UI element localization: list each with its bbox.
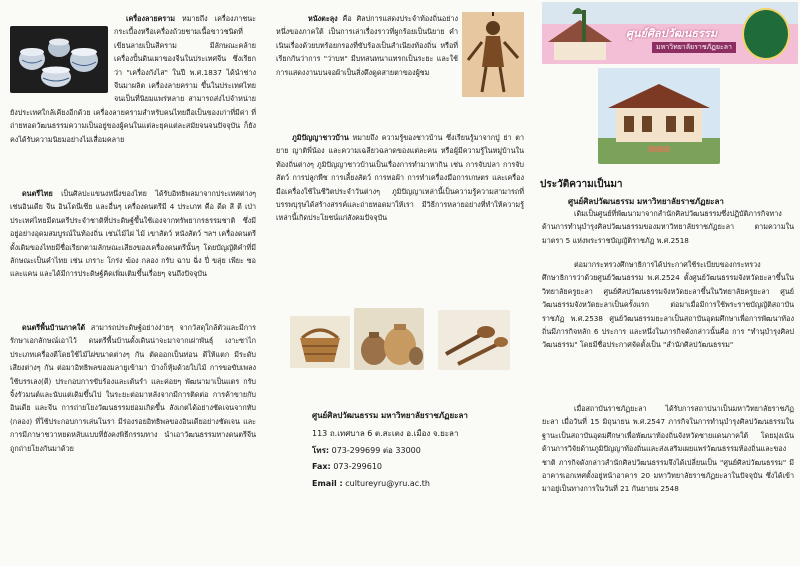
column-middle bbox=[266, 0, 534, 566]
shadow-puppet-text: คือ ศิลปการแสดงประจำท้องถิ่นอย่างหนึ่งของภาคใต้ เป็นการเล่าเรื่องราวที่ผูกร้อยเป็นนิยาย คำเนินเรื่องด้วยบทร้อยกรองที่ขับร้องเป็นสำเนียงท้องถิ่น หรือที่เรียกกันว่าการ "ว่าบท" มีบทสนทนาแทรกเป็นระยะ และใช้การแสดงงานบนจอผ้าเป็นสิ่งดึงดูดสายตาของผู้ชม bbox=[276, 14, 458, 77]
tel-value[interactable]: 073-299699 ต่อ 33000 bbox=[331, 445, 421, 455]
contact-tel-row bbox=[312, 443, 522, 460]
header-banner bbox=[542, 2, 798, 64]
porcelain-heading: เครื่องลายคราม bbox=[126, 14, 176, 23]
history-title: ประวัติความเป็นมา bbox=[540, 179, 623, 190]
history-text-3: เมื่อสถาบันราชภัฏยะลา ได้รับการสถาปนาเป็นมหาวิทยาลัยราชภัฏยะลา เมื่อวันที่ 15 มิถุนายน พ.ศ.2547 ภารกิจในการทำนุบำรุงศิลปวัฒนธรรมในฐานะเป็นสถาบันอุดมศึกษาเพื่อพัฒนาท้องถิ่นจังหวัดชายแดนภาคใต้ โดยมุ่งเน้นด้านการวิจัยด้านภูมิปัญญาท้องถิ่นและส่งเสริมเผยแพร่วัฒนธรรมท้องถิ่นและของชาติ ภารกิจดังกล่าวสำนักศิลปวัฒนธรรมจึงได้เปลี่ยนเป็น "ศูนย์ศิลปวัฒนธรรม" มีอาคารเอกเทศตั้งอยู่หน้าอาคาร 20 มหาวิทยาลัยราชภัฏยะลาในปัจจุบัน ซึ่งได้เข้ามาอยู่เป็นทางการในวันที่ 21 กันยายน 2548 bbox=[542, 404, 794, 494]
shadow-puppet-photo bbox=[462, 12, 524, 97]
photo-spacer bbox=[10, 12, 114, 96]
fax-label: Fax: bbox=[312, 462, 331, 471]
tel-label: โทร: bbox=[312, 445, 330, 455]
porcelain-paragraph bbox=[10, 12, 256, 182]
history-paragraph-2 bbox=[542, 258, 794, 394]
banner-subtitle: มหาวิทยาลัยราชภัฏยะลา bbox=[652, 42, 736, 53]
email-label: Email : bbox=[312, 478, 343, 488]
column-right bbox=[534, 0, 800, 566]
southern-music-heading: ดนตรีพื้นบ้านภาคใต้ bbox=[22, 323, 86, 332]
folk-wisdom-text: หมายถึง ความรู้ของชาวบ้าน ซึ่งเรียนรู้มาจากปู่ ย่า ตา ยาย ญาติพี่น้อง และความเฉลียวฉลาดของแต่ละคน หรือผู้มีความรู้ในหมู่บ้านในท้องถิ่นต่างๆ ภูมิปัญญาชาวบ้านเป็นเรื่องการทำมาหากิน เช่น การจับปลา การจับสัตว์ การปลูกพืช การเลี้ยงสัตว์ การทอผ้า การทำเครื่องมือการเกษตร และเครื่องมือเครื่องใช้ในชีวิตประจำวันต่างๆ ภูมิปัญญาเหล่านี้เป็นความรู้ความสามารถที่บรรพบุรุษได้สร้างสรรค์และถ่ายทอดมาให้เรา มีวิธีการหลายอย่างที่ทำให้ความรู้เหล่านี้เกิดประโยชน์แก่สังคมปัจจุบัน bbox=[276, 133, 524, 223]
contact-block bbox=[312, 426, 522, 492]
history-text-2: ต่อมากระทรวงศึกษาธิการได้ประกาศใช้ระเบียบของกระทรวงศึกษาธิการว่าด้วยศูนย์วัฒนธรรม พ.ศ.2524 ตั้งศูนย์วัฒนธรรมจังหวัดยะลาขึ้นในวิทยาลัยครูยะลา ศูนย์ศิลปวัฒนธรรมจังหวัดยะลาขึ้นในวิทยาลัยครูยะลา ศูนย์วัฒนธรรมจังหวัดยะลาเป็นครั้งแรก ต่อมาเมื่อมีการใช้พระราชบัญญัติสถาบันราชภัฏ พ.ศ.2538 ศูนย์วัฒนธรรมยะลาเป็นสถาบันอุดมศึกษาเพื่อการพัฒนาท้องถิ่นมีภารกิจหลัก 6 ประการ และหนึ่งในภารกิจดังกล่าวนั้นคือ การ "ทำนุบำรุงศิลปวัฒนธรรม" โดยมีชื่อประกาศจัดตั้งเป็น "สำนักศิลปวัฒนธรรม" bbox=[542, 260, 794, 350]
history-subtitle: ศูนย์ศิลปวัฒนธรรม มหาวิทยาลัยราชภัฏยะลา bbox=[568, 197, 724, 206]
pottery-photo bbox=[354, 308, 424, 370]
column-left bbox=[0, 0, 266, 566]
contact-address: 113 ถ.เทศบาล 6 ต.สะเตง อ.เมือง จ.ยะลา bbox=[312, 429, 459, 438]
email-link[interactable]: cultureyru@yru.ac.th bbox=[345, 478, 430, 488]
contact-fax-row bbox=[312, 459, 522, 476]
fax-value: 073-299610 bbox=[333, 462, 383, 471]
wooden-tools-photo bbox=[438, 310, 510, 370]
porcelain-text: หมายถึง เครื่องภาชนะกระเบื้องหรือเครื่องถ้วยชามเนื้อขาวชนิดที่เขียนลายเป็นสีคราม มีลักษณะคล้ายเครื่องปั้นดินเผาของจีนในประเทศจีน ซึ่งเรียกว่า "เครื่องกังไส" ในปี พ.ศ.1837 ได้นำช่างจีนมาผลิต เครื่องลายคราม ขึ้นในประเทศไทยจนเป็นที่นิยมแพร่หลาย สามารถส่งไปจำหน่ายยังประเทศใกล้เคียงอีกด้วย เครื่องลายครามสำหรับคนไทยถือเป็นของเก่าที่มีค่า ที่ถ่ายทอดวัฒนธรรมความเป็นอยู่ของผู้คนในแต่ละยุคแต่ละสมัยจนจนปัจจุบัน ก็ยังคงได้รับความนิยมอย่างไม่เสื่อมคลาย bbox=[10, 14, 256, 144]
thai-music-text: เป็นศิลปะแขนงหนึ่งของไทย ได้รับอิทธิพลมาจากประเทศต่างๆ เช่นอินเดีย จีน อินโดนีเซีย และอื่นๆ เครื่องดนตรีมี 4 ประเภท คือ ดีด สี ตี เป่า ประเทศไทยมีดนตรีประจำชาติที่ประดิษฐ์ขึ้นใช้เองจากทรัพยากรธรรมชาติ ซึ่งมีอยู่อย่างอุดมสมบูรณ์ในท้องถิ่น เช่นไม้ไผ่ ไม้ เขาสัตว์ หนังสัตว์ ฯลฯ เครื่องดนตรีดั้งเดิมของไทยมีชื่อเรียกตามลักษณะเสียงของเครื่องดนตรีนั้นๆ โดยบัญญัติคำที่มีลักษณะเป็นคำไทย เช่น เกราะ โกร่ง ฆ้อง กลอง กรับ ฉาบ ฉิ่ง ปี่ ขลุ่ย เพียะ ซอ และแคน และได้มีการประดิษฐ์คิดเพิ่มเติมขึ้นเรื่อยๆ จนถึงปัจจุบัน bbox=[10, 189, 256, 279]
folk-wisdom-heading: ภูมิปัญญาชาวบ้าน bbox=[292, 133, 349, 142]
contact-email-row bbox=[312, 476, 522, 493]
contact-org: ศูนย์ศิลปวัฒนธรรม มหาวิทยาลัยราชภัฏยะลา bbox=[312, 411, 468, 420]
basket-photo bbox=[290, 316, 350, 368]
banner-title: ศูนย์ศิลปวัฒนธรรม bbox=[626, 27, 718, 40]
history-text-1: เดิมเป็นศูนย์ที่พัฒนามาจากสำนักศิลปวัฒนธรรมซึ่งปฏิบัติภารกิจทางด้านการทำนุบำรุงศิลปวัฒนธรรมของมหาวิทยาลัยราชภัฏยะลา ตามความในมาตรา 5 แห่งพระราชบัญญัติราชภัฏ พ.ศ.2518 bbox=[542, 209, 794, 245]
history-paragraph-3 bbox=[542, 402, 794, 538]
southern-music-paragraph bbox=[10, 321, 256, 559]
thai-music-heading: ดนตรีไทย bbox=[22, 189, 53, 198]
building-photo bbox=[598, 68, 720, 164]
folk-wisdom-paragraph bbox=[276, 131, 524, 281]
banner-logo bbox=[742, 8, 790, 60]
thai-music-paragraph bbox=[10, 187, 256, 315]
shadow-puppet-paragraph bbox=[276, 12, 458, 112]
shadow-puppet-heading: หนังตะลุง bbox=[308, 14, 338, 23]
history-paragraph-1 bbox=[542, 207, 794, 249]
southern-music-text: สามารถประดิษฐ์อย่างง่ายๆ จากวัสดุใกล้ตัวและมีการรักษาเอกลักษณ์เอาไว้ ดนตรีพื้นบ้านดั้งเดินน่าจะมาจากเผ่าพันธุ์ เงาะซาไก ประเภทเครื่องตีโดยใช้ไม้ไผ่ขนาดต่างๆ กัน ตัดออกเป็นท่อน ตีให้แตก มีระดับเสียงต่างๆ กัน ต่อมาอิทธิพลของมลายูเข้ามา บ้างก็หุ้มด้วยใบไม้ การขอขับเพลงใช้บรรเลง(ตี) ประกอบการขับร้องและเต้นรำ และค่อยๆ พัฒนามาเป็นแตร กรับ จิ้งรัวมนต์และนับแต่เดิมขึ้นไป ในระยะต่อมาหลังจากมีการติดต่อ การค้าขายกับอินเดีย และจีน การถ่ายโยงวัฒนธรรมย่อมเกิดขึ้น สังเกตได้อย่างชัดเจนจากทับ (กลอง) ที่ใช้ประกอบการเล่นโนรา มีร่องรอยอิทธิพลของอินเดียอย่างชัดเจน และการมีภาษาชวาหยดหลับแบบที่ยังคงพิธีกรรมทาง นำเอาวัฒนธรรมทางดนตรีจีนถูกถ่ายโยงกันมาด้วย bbox=[10, 323, 256, 453]
